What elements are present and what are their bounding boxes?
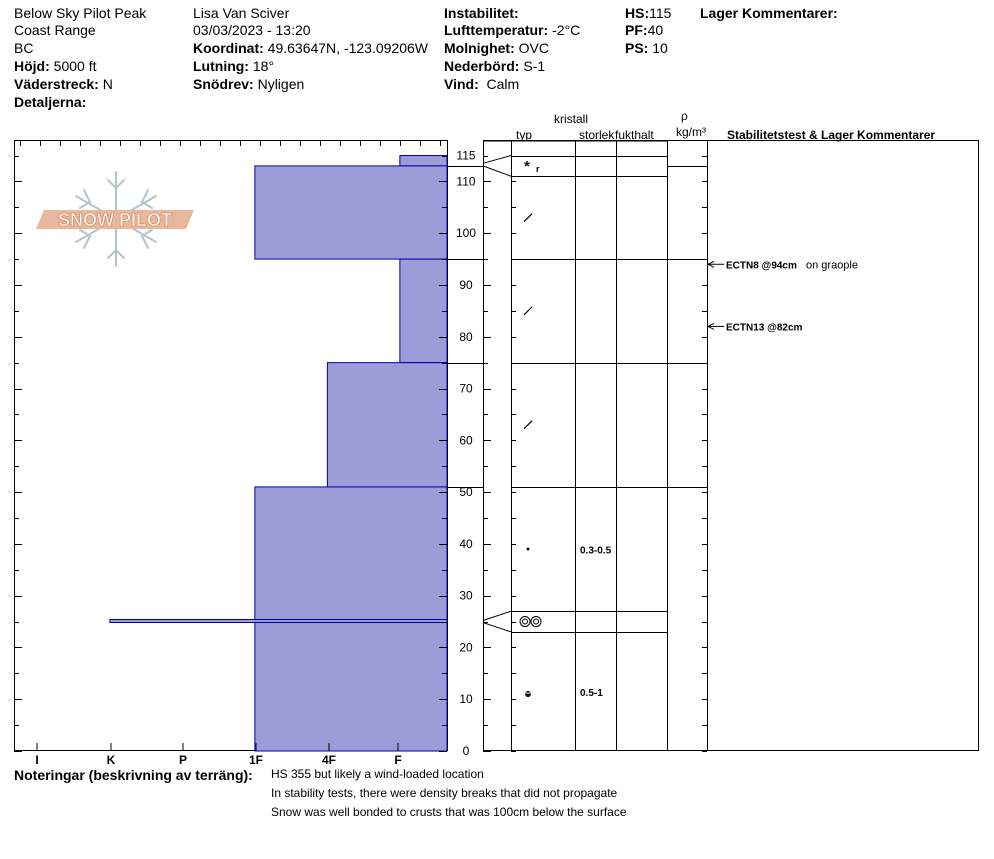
observation-datetime: 03/03/2023 - 13:20 <box>193 22 311 38</box>
depth-tick-label: 40 <box>459 536 473 551</box>
new-snow-icon: * <box>524 157 530 175</box>
fragment-stroke <box>524 214 532 222</box>
hardness-bar <box>327 363 447 487</box>
depth-tick-label: 10 <box>459 692 473 707</box>
slope-label: Lutning: <box>193 58 249 74</box>
graupel-inner <box>523 619 528 624</box>
sky-label: Molnighet: <box>444 40 515 56</box>
graupel-outer <box>520 617 530 627</box>
stability-test-label: ECTN8 @94cm <box>726 260 797 272</box>
layer-comments-label: Lager Kommentarer: <box>700 5 838 21</box>
depth-tick-label: 60 <box>459 433 473 448</box>
fragment-stroke <box>524 307 532 315</box>
aspect-label: Väderstreck: <box>14 76 99 92</box>
rho-column-header: ρ <box>681 109 688 123</box>
location-name: Below Sky Pilot Peak <box>14 5 147 21</box>
wind-value: Calm <box>486 76 520 92</box>
type-column-header: typ <box>516 128 533 142</box>
rounded-grain-icon <box>527 548 530 551</box>
layer-connector <box>483 166 511 176</box>
elevation-label: Höjd: <box>14 58 50 74</box>
sky-value: OVC <box>518 40 549 56</box>
hardness-bar <box>255 487 447 751</box>
density-unit-header: kg/m³ <box>676 125 706 139</box>
layer-connector <box>483 623 511 632</box>
rimed-subscript-icon: r <box>536 163 540 174</box>
melt-freeze-icon <box>525 691 531 697</box>
notes-block <box>271 765 627 822</box>
hardness-bar-thin-layer <box>110 620 447 623</box>
observer-name: Lisa Van Sciver <box>193 5 290 21</box>
wind-loading-label: Snödrev: <box>193 76 254 92</box>
hs-value: 115 <box>649 5 672 21</box>
elevation-value: 5000 ft <box>53 58 97 74</box>
fragment-icon <box>524 214 532 222</box>
moisture-column-header: fukthalt <box>615 128 654 142</box>
air-temp-value: -2°C <box>552 22 581 38</box>
fragment-icon <box>524 421 532 429</box>
precip-value: S-1 <box>523 58 546 74</box>
hardness-bar <box>255 166 447 259</box>
depth-tick-label: 20 <box>459 640 473 655</box>
depth-tick-label: 80 <box>459 329 473 344</box>
notes-line: Snow was well bonded to crusts that was 100cm below the surface <box>271 805 627 819</box>
precip-label: Nederbörd: <box>444 58 520 74</box>
stability-test-comment: on graople <box>806 259 858 272</box>
instability-label: Instabilitet: <box>444 5 519 21</box>
hardness-tick-label: P <box>178 753 188 767</box>
fragment-icon <box>524 307 532 315</box>
slope-value: 18° <box>252 58 275 74</box>
depth-tick-label: 70 <box>459 381 473 396</box>
logo-text: SNOW PILOT <box>58 210 172 230</box>
hardness-bar <box>400 156 447 166</box>
hardness-tick-label: K <box>106 753 116 767</box>
range-name: Coast Range <box>14 22 96 38</box>
coord-value: 49.63647N, -123.09206W <box>267 40 428 56</box>
size-column-header: storlek <box>579 128 615 142</box>
hardness-bar <box>400 259 447 363</box>
snowpilot-logo <box>36 172 194 266</box>
aspect-value: N <box>102 76 113 92</box>
notes-line: HS 355 but likely a wind-loaded location <box>271 767 484 781</box>
graupel-outer <box>531 617 541 627</box>
wind-label: Vind: <box>444 76 479 92</box>
pf-value: 40 <box>647 22 664 38</box>
depth-tick-label: 90 <box>459 277 473 292</box>
hardness-tick-label: 1F <box>248 753 264 767</box>
ps-label: PS: <box>625 40 649 56</box>
depth-tick-label: 100 <box>455 226 477 241</box>
notes-label: Noteringar (beskrivning av terräng): <box>14 767 253 783</box>
details-label: Detaljerna: <box>14 94 87 110</box>
grain-size-label: 0.3-0.5 <box>580 545 612 557</box>
depth-tick-label: 0 <box>462 744 470 758</box>
notes-line: In stability tests, there were density breaks that did not propagate <box>271 786 618 800</box>
crystal-column-header: kristall <box>554 112 589 126</box>
depth-tick-label: 110 <box>456 174 476 189</box>
depth-tick-label: 50 <box>459 485 473 500</box>
fragment-stroke <box>524 421 532 429</box>
pf-label: PF: <box>625 22 648 38</box>
layer-connector <box>483 611 511 620</box>
hs-label: HS: <box>625 5 650 21</box>
depth-tick-label: 115 <box>456 148 476 163</box>
ps-value: 10 <box>652 40 668 56</box>
air-temp-label: Lufttemperatur: <box>444 22 549 38</box>
stability-column-header: Stabilitetstest & Lager Kommentarer <box>727 128 936 142</box>
depth-tick-label: 30 <box>459 588 473 603</box>
layer-table-frame <box>484 141 979 751</box>
melt-freeze-dot <box>525 691 531 697</box>
graupel-inner <box>534 619 539 624</box>
grain-size-label: 0.5-1 <box>580 688 603 699</box>
hardness-tick-label: F <box>394 753 402 767</box>
hardness-tick-label: I <box>35 753 39 767</box>
stability-test-label: ECTN13 @82cm <box>726 322 803 334</box>
graupel-icon <box>520 617 541 627</box>
state-name: BC <box>14 40 34 56</box>
wind-loading-value: Nyligen <box>257 76 305 92</box>
hardness-tick-label: 4F <box>321 753 337 767</box>
coord-label: Koordinat: <box>193 40 264 56</box>
